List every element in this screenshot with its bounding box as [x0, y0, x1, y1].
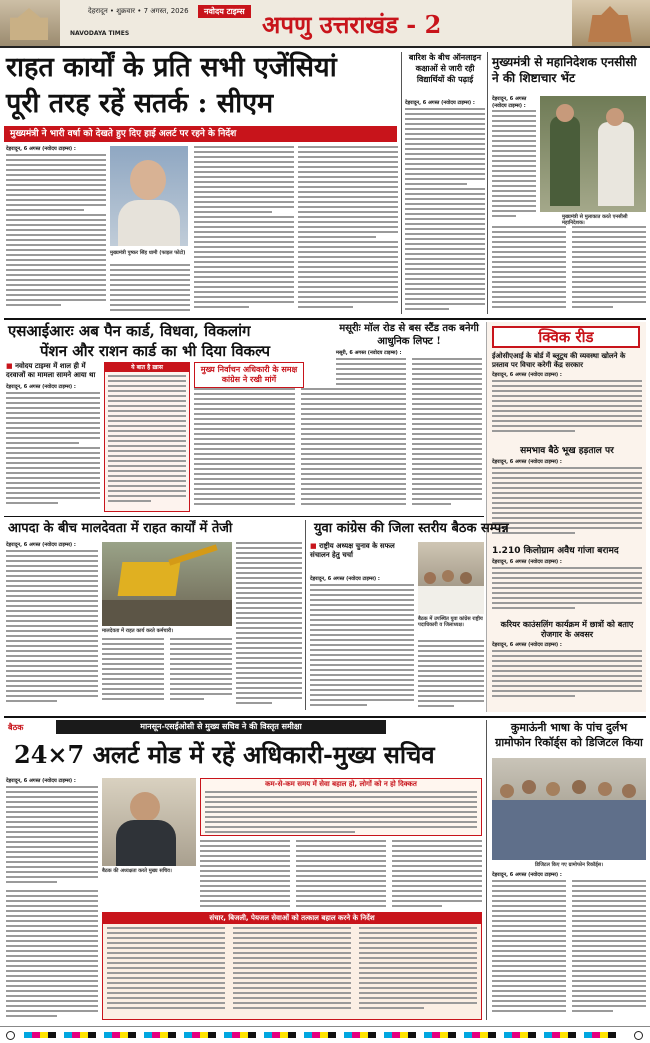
quick-read-item-1: [492, 352, 642, 436]
disaster-body-col1: [6, 550, 98, 710]
monsoon-inset: [200, 778, 482, 836]
registration-mark-right: [634, 1031, 643, 1040]
masthead-dateline: देहरादून • शुक्रवार • 7 अगस्त, 2026: [88, 7, 189, 15]
box-story-headline: मुख्य निर्वाचन अधिकारी के समक्ष कांग्रेस ने रखी मांगें: [194, 362, 304, 388]
mussoorie-headline: मसूरीः मॉल रोड से बस स्टैंड तक बनेगी आधुनिक लिफ्ट !: [339, 323, 479, 347]
lead-headline-1: राहत कार्यों के प्रति सभी एजेंसियां: [6, 52, 337, 83]
registration-mark-left: [6, 1031, 15, 1040]
side-story-2-body-bottom: [492, 226, 646, 314]
quick-read-item-3-body: [492, 567, 642, 613]
disaster-body-col2: [102, 638, 232, 710]
quick-read-item-3-dateline: देहरादून, 6 अगस्त (नवोदय टाइम्स) :: [492, 559, 562, 565]
monsoon-photo: [102, 778, 196, 866]
quick-read-title-box: [492, 326, 640, 348]
kumaoni-dateline: देहरादून, 6 अगस्त (नवोदय टाइम्स) :: [492, 872, 562, 878]
box-story-body: [105, 372, 189, 510]
quick-read-item-4: [492, 620, 642, 698]
youth-congress-sub-text: राष्ट्रीय अध्यक्ष चुनाव के सफल संचालन हेतु चर्चा: [310, 542, 395, 559]
lead-body-col2: [110, 264, 190, 316]
disaster-body-col3: [236, 542, 302, 710]
youth-congress-dateline: देहरादून, 6 अगस्त (नवोदय टाइम्स) :: [310, 576, 380, 582]
lead-strap: मुख्यमंत्री ने भारी वर्षा को देखते हुए दिए हाई अलर्ट पर रहने के निर्देश: [4, 126, 397, 142]
sir-headline-2: पेंशन और राशन कार्ड का भी दिया विकल्प: [40, 342, 271, 360]
disaster-photo: [102, 542, 232, 626]
quick-read-item-1-body: [492, 380, 642, 436]
kumaoni-headline: कुमाऊंनी भाषा के पांच दुर्लभ ग्रामोफोन रिकॉर्ड्स को डिजिटल किया: [495, 721, 643, 749]
monsoon-headline: 24×7 अलर्ट मोड में रहें अधिकारी-मुख्य सचिव: [14, 740, 435, 769]
kumaoni-body: [492, 880, 646, 1020]
masthead-temple-left: [0, 0, 60, 46]
masthead-sub-brand: NAVODAYA TIMES: [70, 30, 130, 37]
masthead: [0, 0, 650, 48]
doon-brief-dateline: देहरादून, 6 अगस्त (नवोदय टाइम्स) :: [6, 384, 76, 390]
youth-congress-photo: [418, 542, 484, 614]
monsoon-body-col1-lower: [6, 890, 98, 1020]
side-story-2-photo-caption: मुख्यमंत्री से मुलाकात करते एनसीसी महानिदेशक।: [562, 214, 628, 226]
monsoon-inset-2-headline: संचार, बिजली, पेयजल सेवाओं को तत्काल बहाल करने के निर्देश: [103, 913, 481, 924]
sir-headline-1: एसआईआरः अब पैन कार्ड, विधवा, विकलांग: [8, 322, 251, 340]
masthead-temple-right: [572, 0, 650, 46]
side-story-1-headline: बारिश के बीच ऑनलाइन कक्षाओं से जारी रही विद्यार्थियों की पढ़ाई: [408, 52, 482, 84]
quick-read-item-2-dateline: देहरादून, 6 अगस्त (नवोदय टाइम्स) :: [492, 459, 562, 465]
monsoon-kicker: बैठक: [8, 723, 24, 732]
disaster-photo-caption: मालदेवता में राहत कार्य करते कर्मचारी।: [102, 628, 174, 634]
doon-brief-headline: [6, 362, 100, 380]
side-story-1-body: [405, 108, 485, 314]
lead-dateline: देहरादून, 6 अगस्त (नवोदय टाइम्स) :: [6, 146, 76, 152]
quick-read-item-1-dateline: देहरादून, 6 अगस्त (नवोदय टाइम्स) :: [492, 372, 562, 378]
quick-read-item-2-body: [492, 467, 642, 539]
monsoon-body-right: [200, 840, 482, 910]
lead-body-col3: [194, 146, 294, 316]
quick-read-title: क्विक रीड: [538, 328, 594, 346]
doon-brief-headline-text: नवोदय टाइम्स में शाल ही में दरवाजों का मामला सामने आया था: [6, 362, 96, 379]
disaster-dateline: देहरादून, 6 अगस्त (नवोदय टाइम्स) :: [6, 542, 76, 548]
doon-brief-body: [6, 392, 100, 514]
quick-read-item-3-headline: 1.210 किलोग्राम अवैध गांजा बरामद: [492, 546, 619, 556]
side-story-1-dateline: देहरादून, 6 अगस्त (नवोदय टाइम्स) :: [405, 100, 475, 106]
doon-brief-marker: ■: [6, 362, 16, 370]
lead-photo: [110, 146, 188, 246]
youth-congress-photo-caption: बैठक में उपस्थित युवा कांग्रेस राष्ट्रीय पदाधिकारी व जिलाध्यक्ष।: [418, 616, 483, 628]
quick-read-item-4-dateline: देहरादून, 6 अगस्त (नवोदय टाइम्स) :: [492, 642, 562, 648]
youth-congress-body-col2: [418, 640, 484, 710]
monsoon-body-col1: [6, 786, 98, 886]
monsoon-dateline: देहरादून, 6 अगस्त (नवोदय टाइम्स) :: [6, 778, 76, 784]
section-title: अपणु उत्तराखंड - 2: [262, 10, 442, 39]
lead-photo-caption: मुख्यमंत्री पुष्कर सिंह धामी (फाइल फोटो): [110, 250, 186, 256]
box-story: [104, 362, 190, 512]
lead-body-col4: [298, 146, 398, 316]
youth-congress-headline: युवा कांग्रेस की जिला स्तरीय बैठक सम्पन्न: [314, 521, 509, 536]
registration-strip: [0, 1026, 650, 1043]
side-story-2-photo: [540, 96, 646, 212]
side-story-2-headline: मुख्यमंत्री से महानिदेशक एनसीसी ने की शिष्टाचार भेंट: [492, 55, 637, 85]
side-story-2-dateline: देहरादून, 6 अगस्त (नवोदय टाइम्स) :: [492, 96, 527, 109]
quick-read-item-4-headline: करियर काउंसलिंग कार्यक्रम में छात्रों को बताए रोजगार के अवसर: [500, 620, 634, 639]
youth-congress-sub: [310, 542, 414, 560]
side-story-2-body-left: [492, 110, 536, 220]
kumaoni-photo-caption: डिजिटल किए गए ग्रामोफोन रिकॉर्ड्स।: [534, 862, 604, 868]
quick-read-item-2: [492, 446, 642, 539]
monsoon-banner: मानसून-एसईओसी से मुख्य सचिव ने की विस्तृत समीक्षा: [56, 720, 386, 734]
disaster-headline: आपदा के बीच मालदेवता में राहत कार्यों में तेजी: [8, 521, 233, 536]
quick-read-item-1-headline: ईओसीएआई के बोर्ड में ब्लूटूथ की व्यवस्था खोलने के प्रस्ताव पर विचार करेगी केंद्र सरकार: [492, 352, 626, 369]
box-story-tag: ये बात है ख़ास: [105, 363, 189, 372]
monsoon-inset-body: [201, 789, 481, 833]
youth-congress-sub-marker: ■: [310, 542, 320, 550]
mussoorie-dateline: मसूरी, 6 अगस्त (नवोदय टाइम्स) :: [336, 350, 402, 356]
monsoon-inset-2: [102, 912, 482, 1020]
lead-headline-2: पूरी तरह रहें सतर्क : सीएम: [6, 88, 274, 119]
monsoon-photo-caption: बैठक की अध्यक्षता करते मुख्य सचिव।: [102, 868, 172, 874]
lead-body-col1: [6, 154, 106, 316]
masthead-brand: नवोदय टाइम्स: [198, 5, 251, 18]
quick-read-item-3: [492, 546, 642, 613]
youth-congress-body-col1: [310, 584, 414, 710]
quick-read-item-2-headline: समभाव बैठे भूख हड़ताल पर: [520, 446, 614, 456]
monsoon-inset-2-body: [103, 924, 481, 1018]
quick-read-item-4-body: [492, 650, 642, 698]
mussoorie-body: [336, 358, 482, 512]
monsoon-inset-headline: कम-से-कम समय में सेवा बहाल हो, लोगों को न हो दिक्कत: [265, 780, 417, 788]
color-bar: [24, 1032, 624, 1038]
kumaoni-photo: [492, 758, 646, 860]
